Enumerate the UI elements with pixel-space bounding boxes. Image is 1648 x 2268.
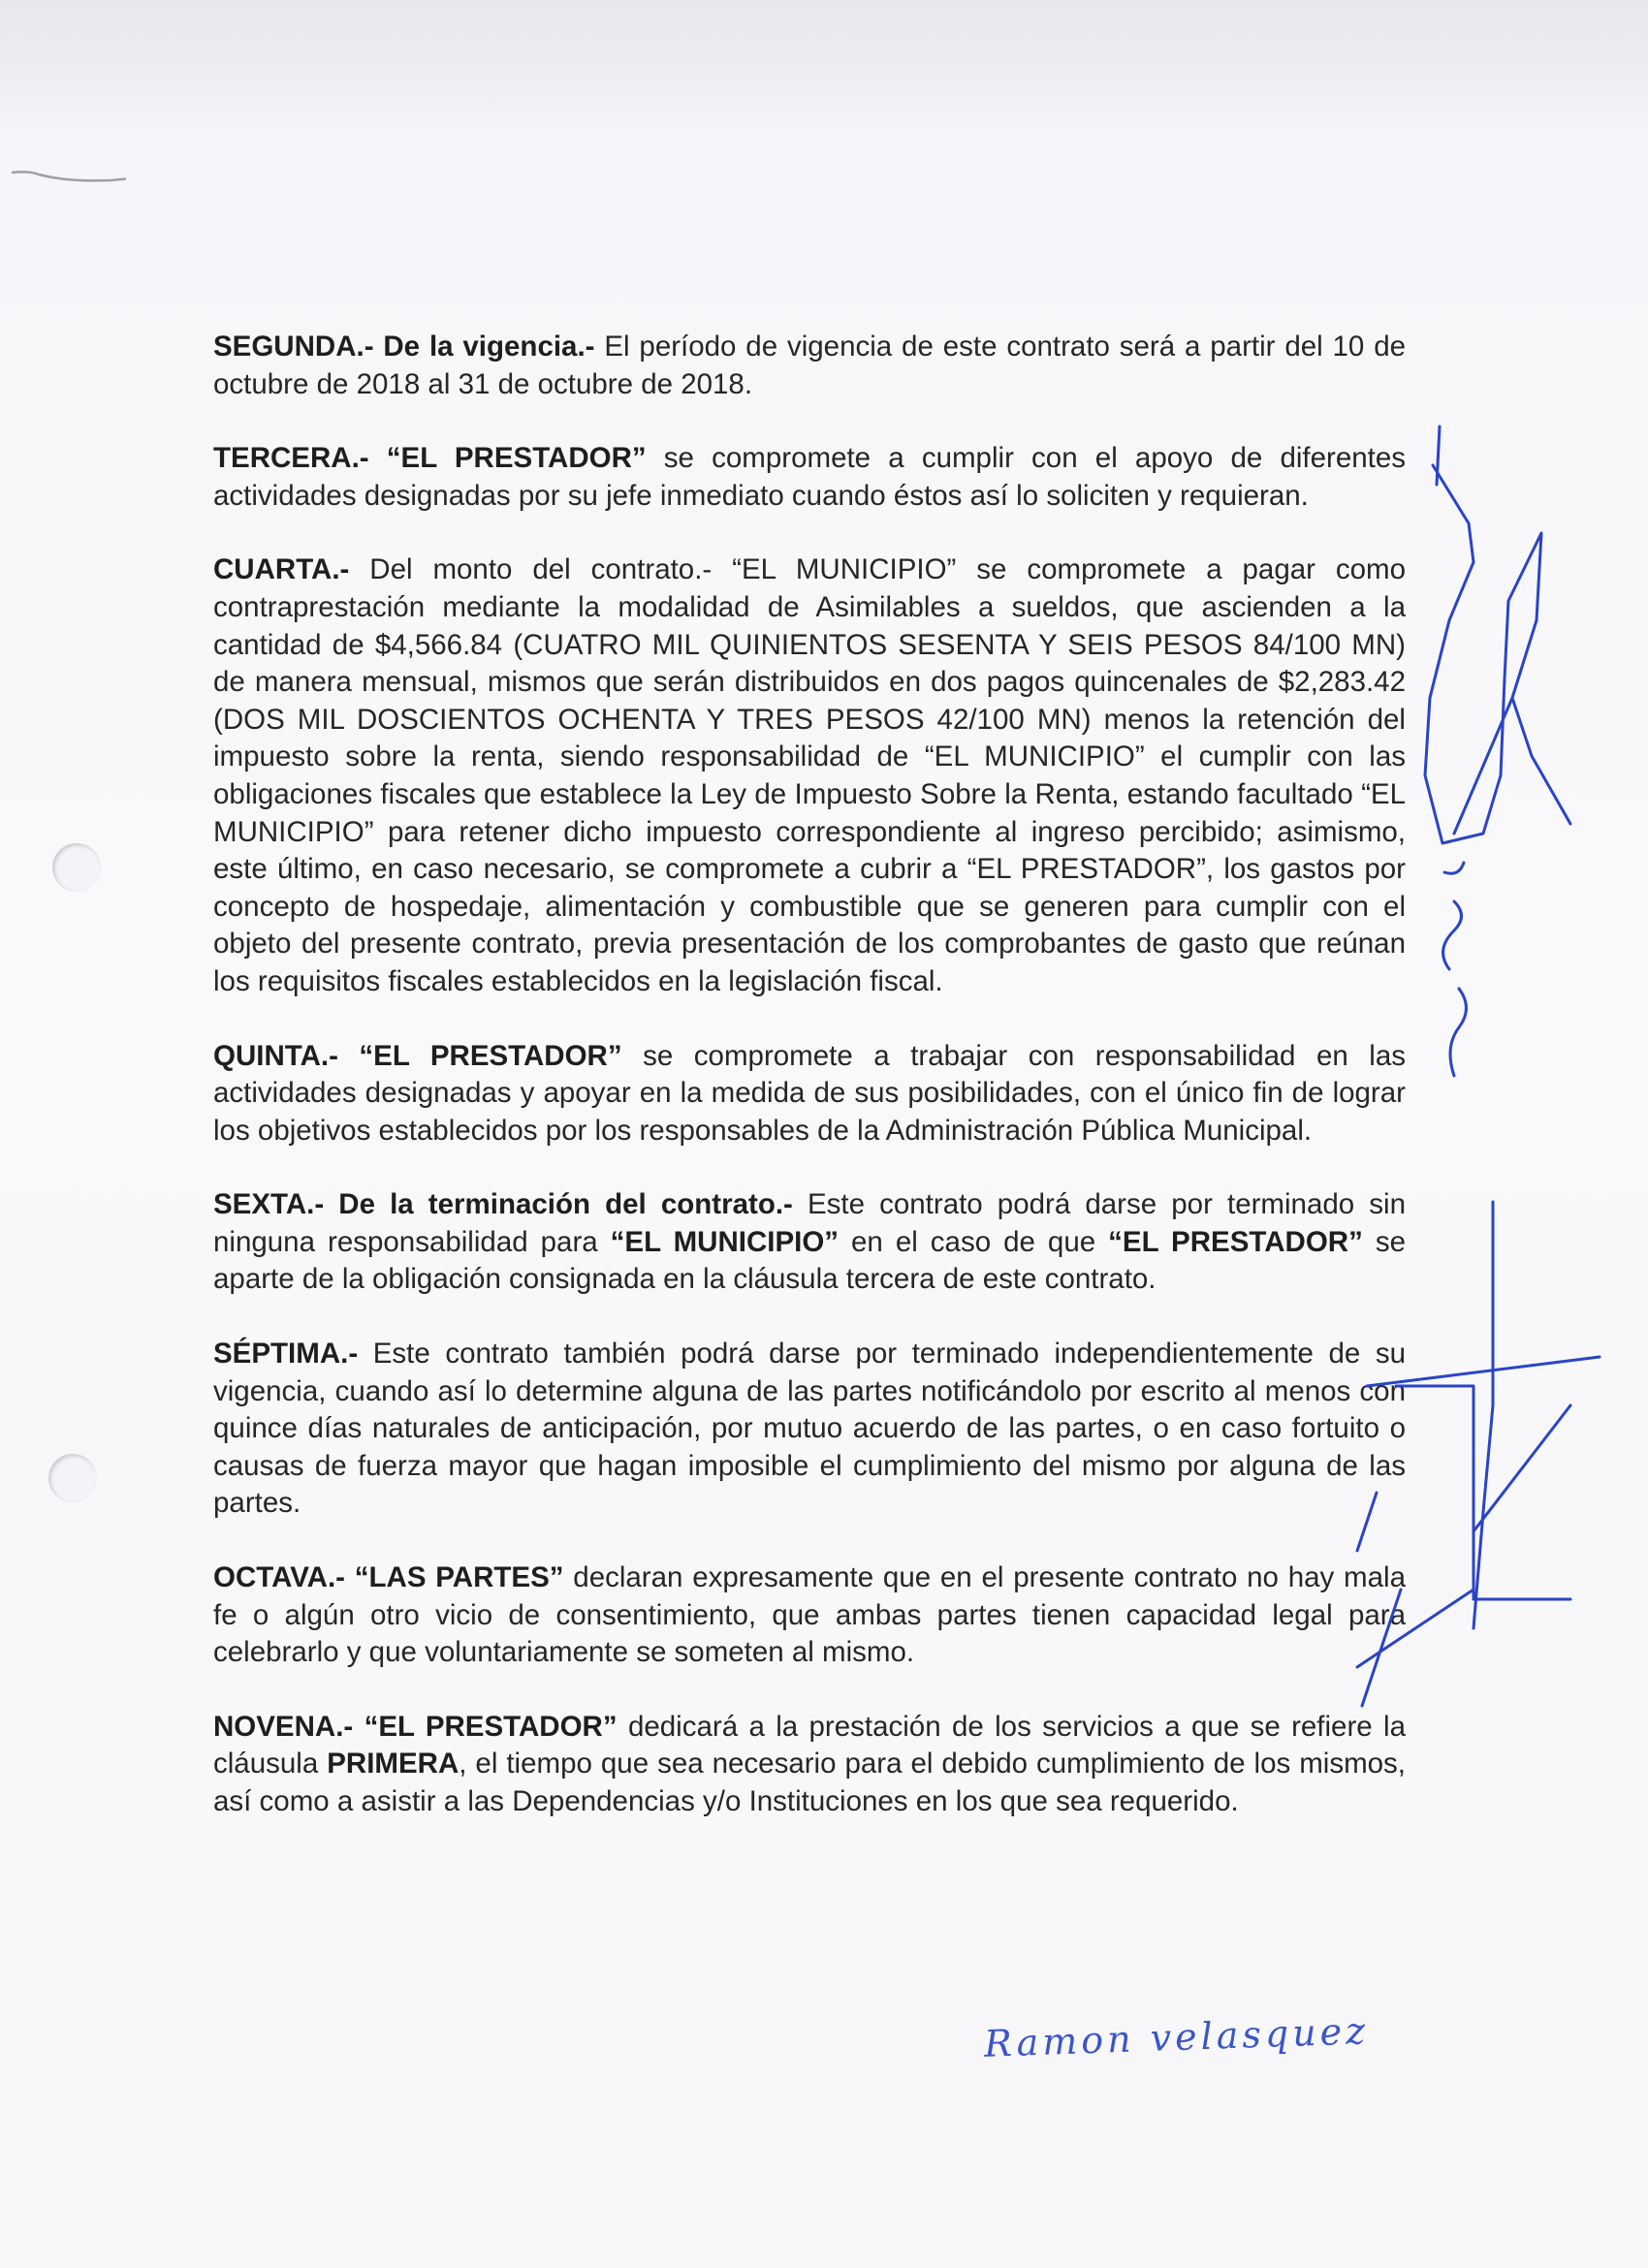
clause-bold-party: “EL MUNICIPIO” xyxy=(610,1225,840,1258)
clause-text: Del monto del contrato.- “EL MUNICIPIO” se compromete a pagar como contraprestación mediante la modalidad de Asimilables a sueldos, que ascienden a la cantidad de $4,566.84 (CUATRO MIL QUINIENTOS SESENTA Y SEIS PESOS 84/100 MN) de manera mensual, mismos que serán distribuidos en dos pagos quincenales de $2,283.42 (DOS MIL DOSCIENTOS OCHENTA Y TRES PESOS 42/100 MN) menos la retención del impuesto sobre la renta, siendo responsabilidad de “EL MUNICIPIO” el cumplir con las obligaciones fiscales que establece la Ley de Impuesto Sobre la Renta, estando facultado “EL MUNICIPIO” para retener dicho impuesto correspondiente al ingreso percibido; asimismo, este último, en caso necesario, se compromete a cubrir a “EL PRESTADOR”, los gastos por concepto de hospedaje, alimentación y combustible que se generen para cumplir con el objeto del presente contrato, previa presentación de los comprobantes de gasto que reúnan los requisitos fiscales establecidos en la legislación fiscal. xyxy=(213,553,1406,997)
clause-text: Este contrato también podrá darse por terminado independientemente de su vigencia, cuando así lo determine alguna de las partes notificándolo por escrito al menos con quince días naturales de anticipación, por mutuo acuerdo de las partes, o en caso fortuito o causas de fuerza mayor que hagan imposible el cumplimiento del mismo por alguna de las partes. xyxy=(213,1338,1406,1520)
clause-segunda xyxy=(213,329,1406,403)
clause-text: El período de vigencia de este contrato será a partir del 10 de octubre de 2018 al 31 de octubre de 2018. xyxy=(213,331,1407,400)
clause-text: se aparte de la obligación consignada en la cláusula tercera de este contrato. xyxy=(213,1225,1406,1296)
clause-text: dedicará a la prestación de los servicios a que se refiere la cláusula xyxy=(213,1710,1406,1780)
staple-mark xyxy=(10,165,126,194)
clause-text: Este contrato podrá darse por terminado sin ninguna responsabilidad para xyxy=(213,1188,1406,1258)
clause-tercera xyxy=(213,440,1406,515)
clause-text: se compromete a trabajar con responsabilidad en las actividades designadas y apoyar en la medida de sus posibilidades, con el único fin de lograr los objetivos establecidos por los responsables de la Administración Pública Municipal. xyxy=(213,1039,1406,1147)
clause-label: OCTAVA.- “LAS PARTES” xyxy=(213,1561,564,1594)
clause-quinta xyxy=(213,1038,1406,1150)
punch-hole-bottom xyxy=(48,1454,97,1502)
clause-bold-party: “EL PRESTADOR” xyxy=(1108,1225,1363,1258)
clause-label: SÉPTIMA.- xyxy=(213,1338,359,1370)
clause-label: CUARTA.- xyxy=(213,553,350,586)
clause-text: , el tiempo que sea necesario para el debido cumplimiento de los mismos, así como a asistir a las Dependencias y/o Instituciones en los que sea requerido. xyxy=(213,1748,1407,1817)
clause-label: QUINTA.- “EL PRESTADOR” xyxy=(213,1039,622,1072)
clause-text: se compromete a cumplir con el apoyo de diferentes actividades designadas por su jefe inmediato cuando éstos así lo soliciten y requieran. xyxy=(213,442,1406,512)
clause-text: declaran expresamente que en el presente contrato no hay mala fe o algún otro vicio de consentimiento, que ambas partes tienen capacidad legal para celebrarlo y que voluntariamente se someten al mismo. xyxy=(213,1561,1406,1669)
punch-hole-top xyxy=(52,843,101,892)
handwritten-name: Ramon velasquez xyxy=(983,2009,1370,2065)
clause-label: NOVENA.- “EL PRESTADOR” xyxy=(213,1710,618,1743)
clause-label: TERCERA.- “EL PRESTADOR” xyxy=(213,442,647,475)
clause-label: SEXTA.- De la terminación del contrato.- xyxy=(213,1188,793,1221)
signature-top-right xyxy=(1425,426,1570,843)
clause-text: en el caso de que xyxy=(839,1225,1109,1258)
contract-clauses xyxy=(213,329,1406,1858)
clause-sexta xyxy=(213,1186,1406,1299)
clause-label: SEGUNDA.- De la vigencia.- xyxy=(213,331,595,362)
scan-shadow xyxy=(0,0,1648,136)
clause-octava xyxy=(213,1559,1406,1672)
clause-septima xyxy=(213,1336,1406,1523)
signature-initials-vertical xyxy=(1443,863,1467,1076)
clause-bold-ref: PRIMERA xyxy=(327,1748,460,1780)
clause-cuarta xyxy=(213,551,1406,1000)
clause-novena xyxy=(213,1709,1406,1821)
